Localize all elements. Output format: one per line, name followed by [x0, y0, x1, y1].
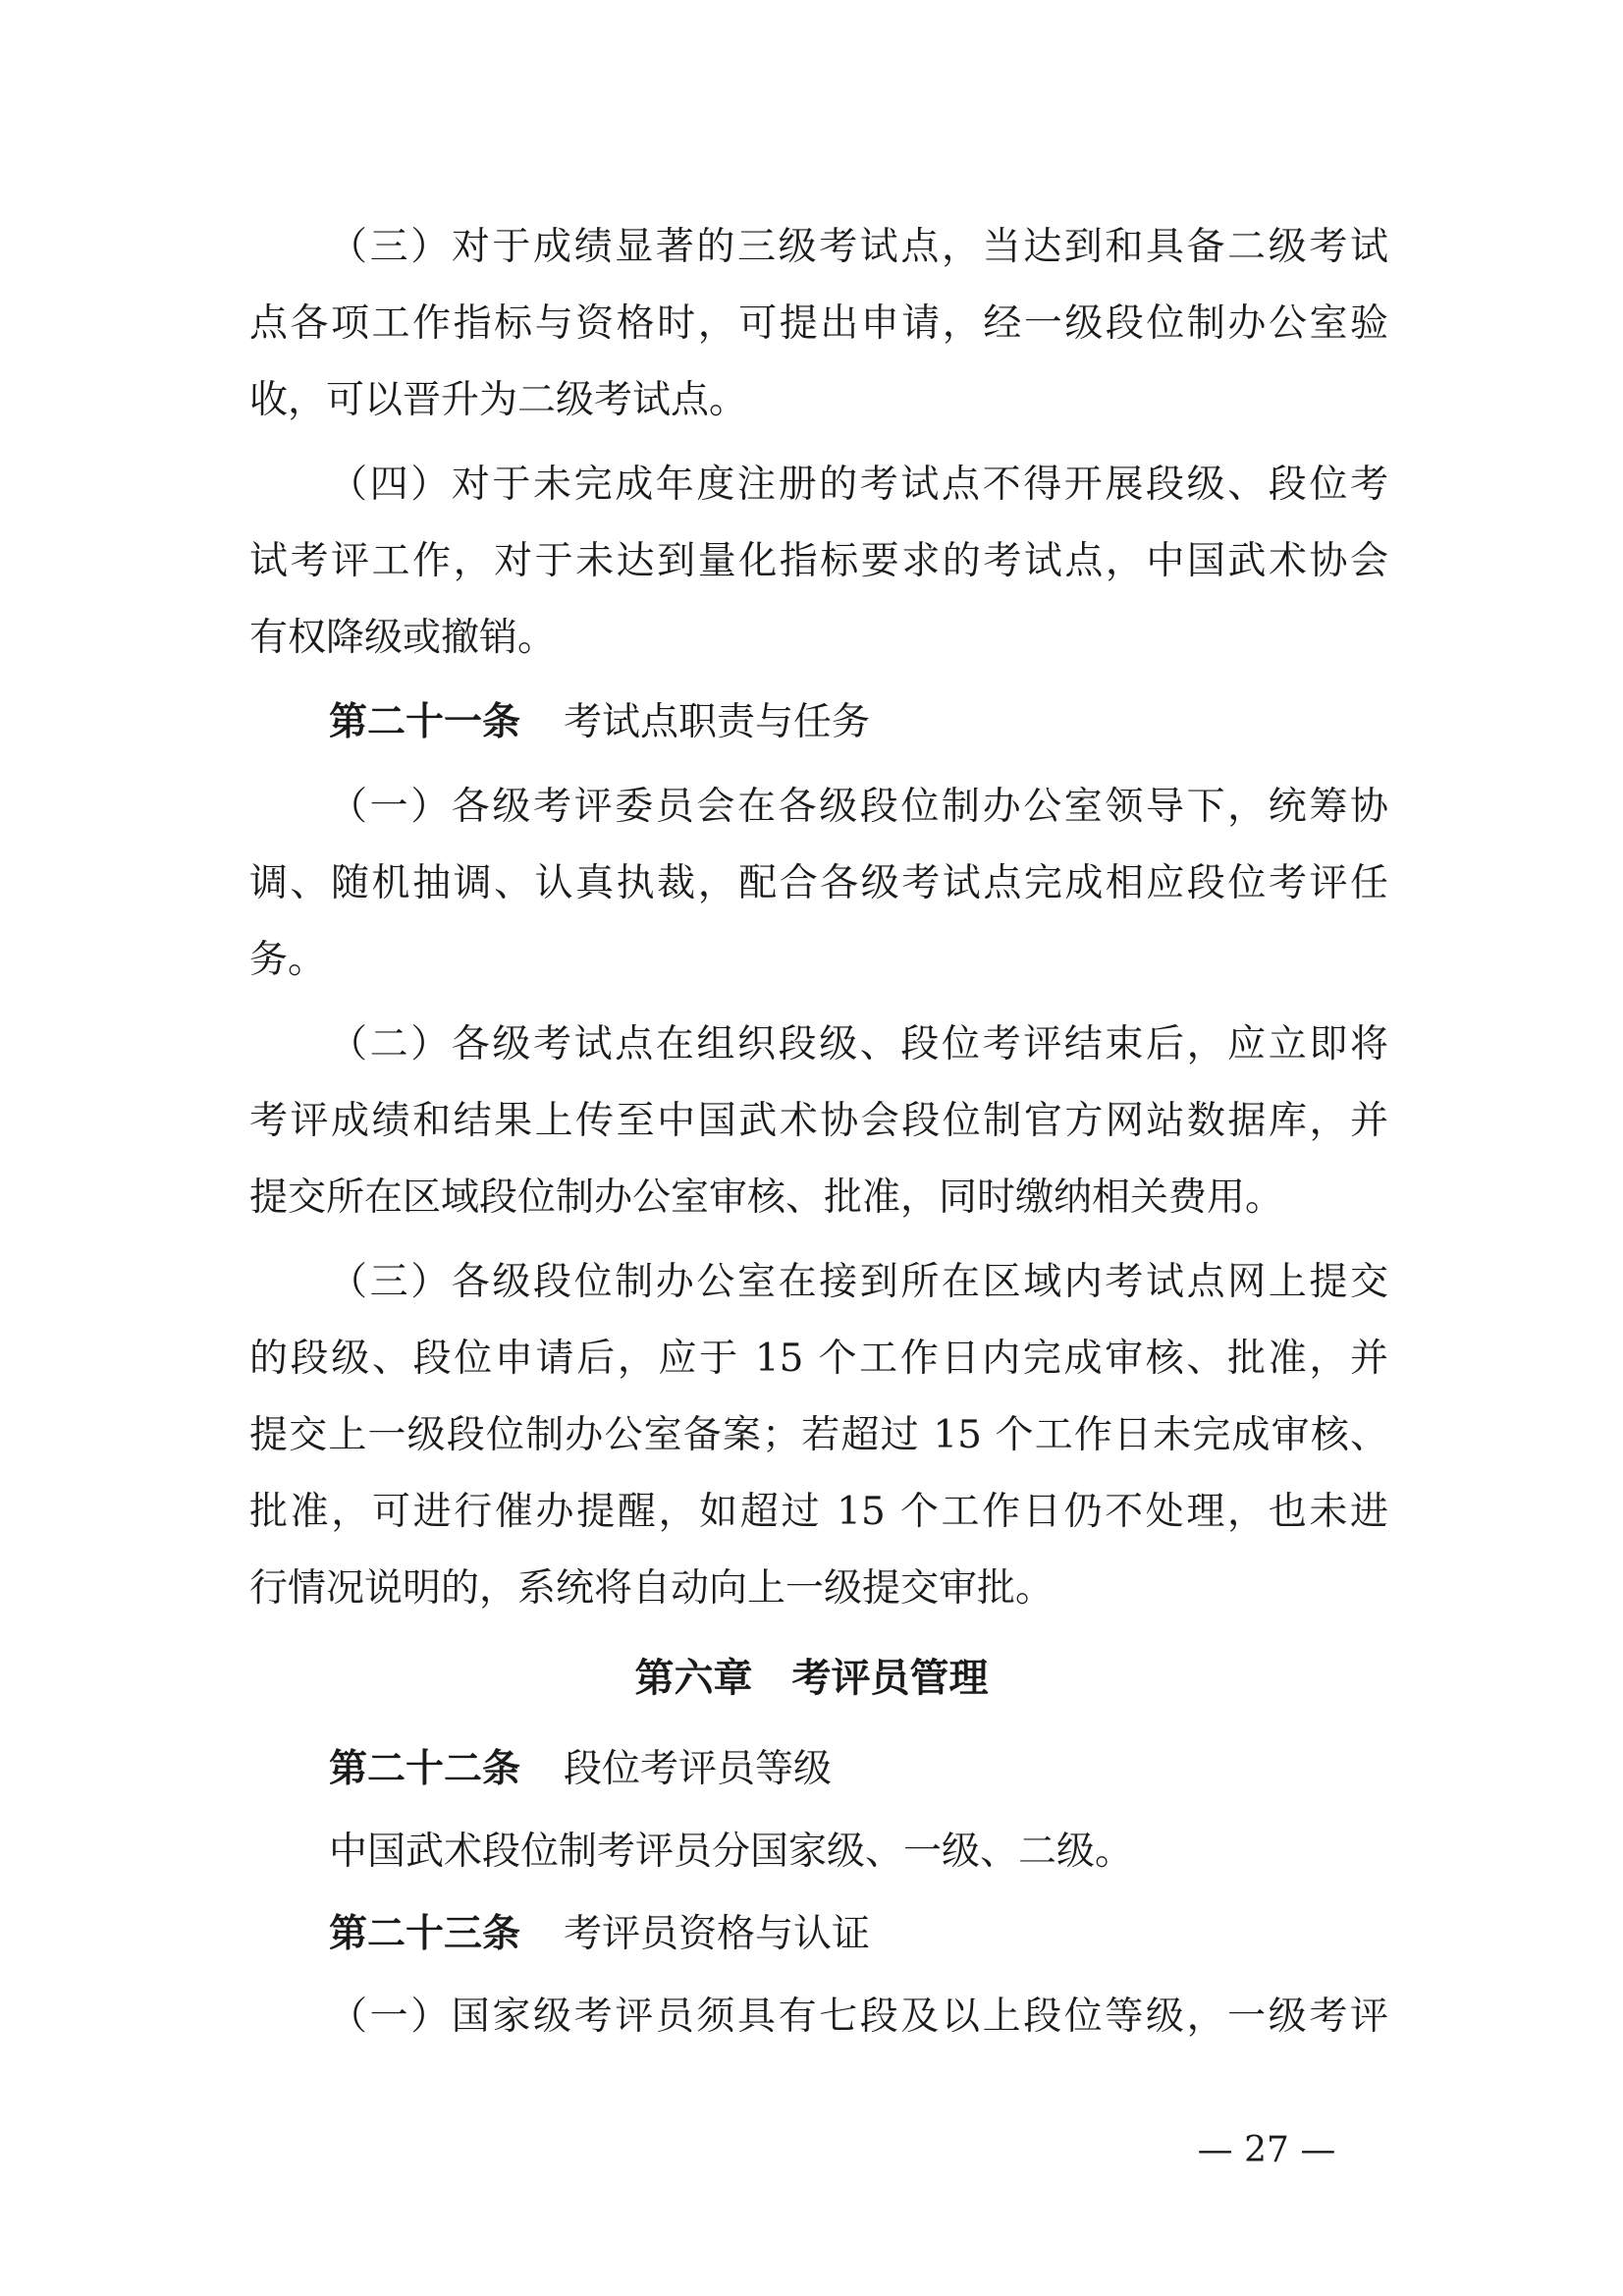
article-number: 第二十一条 — [329, 700, 521, 744]
paragraph-line: 试考评工作，对于未达到量化指标要求的考试点，中国武术协会 — [249, 539, 1388, 583]
paragraph-line: 务。 — [249, 938, 327, 982]
article-title: 考评员资格与认证 — [564, 1912, 871, 1956]
paragraph-line: 提交所在区域段位制办公室审核、批准，同时缴纳相关费用。 — [249, 1175, 1284, 1220]
paragraph-line: 行情况说明的，系统将自动向上一级提交审批。 — [249, 1566, 1055, 1611]
paragraph-line: 中国武术段位制考评员分国家级、一级、二级。 — [329, 1830, 1134, 1874]
paragraph-line: 调、随机抽调、认真执裁，配合各级考试点完成相应段位考评任 — [249, 861, 1388, 905]
paragraph-line: （三）各级段位制办公室在接到所在区域内考试点网上提交 — [329, 1260, 1388, 1304]
paragraph-line: （四）对于未完成年度注册的考试点不得开展段级、段位考 — [329, 463, 1388, 507]
article-title: 段位考评员等级 — [564, 1747, 833, 1791]
paragraph-line: （一）各级考评委员会在各级段位制办公室领导下，统筹协 — [329, 785, 1388, 829]
page-number: — 27 — — [1197, 2130, 1336, 2170]
paragraph-line: 点各项工作指标与资格时，可提出申请，经一级段位制办公室验 — [249, 301, 1388, 346]
paragraph-line: （二）各级考试点在组织段级、段位考评结束后，应立即将 — [329, 1022, 1388, 1066]
paragraph-line: 批准，可进行催办提醒，如超过 15 个工作日仍不处理，也未进 — [249, 1490, 1388, 1534]
paragraph-line: 考评成绩和结果上传至中国武术协会段位制官方网站数据库，并 — [249, 1099, 1388, 1143]
paragraph-line: 的段级、段位申请后，应于 15 个工作日内完成审核、批准，并 — [249, 1337, 1388, 1381]
chapter-heading: 第六章 考评员管理 — [634, 1656, 989, 1701]
article-heading — [329, 699, 870, 746]
article-heading — [329, 1911, 870, 1958]
article-heading — [329, 1746, 832, 1793]
paragraph-line: 有权降级或撤销。 — [249, 616, 557, 660]
article-number: 第二十三条 — [329, 1912, 521, 1956]
paragraph-line: （一）国家级考评员须具有七段及以上段位等级，一级考评 — [329, 1995, 1388, 2039]
article-number: 第二十二条 — [329, 1747, 521, 1791]
article-title: 考试点职责与任务 — [564, 700, 871, 744]
paragraph-line: 提交上一级段位制办公室备案；若超过 15 个工作日未完成审核、 — [249, 1413, 1388, 1457]
paragraph-line: （三）对于成绩显著的三级考试点，当达到和具备二级考试 — [329, 225, 1388, 269]
paragraph-line: 收，可以晋升为二级考试点。 — [249, 378, 748, 422]
